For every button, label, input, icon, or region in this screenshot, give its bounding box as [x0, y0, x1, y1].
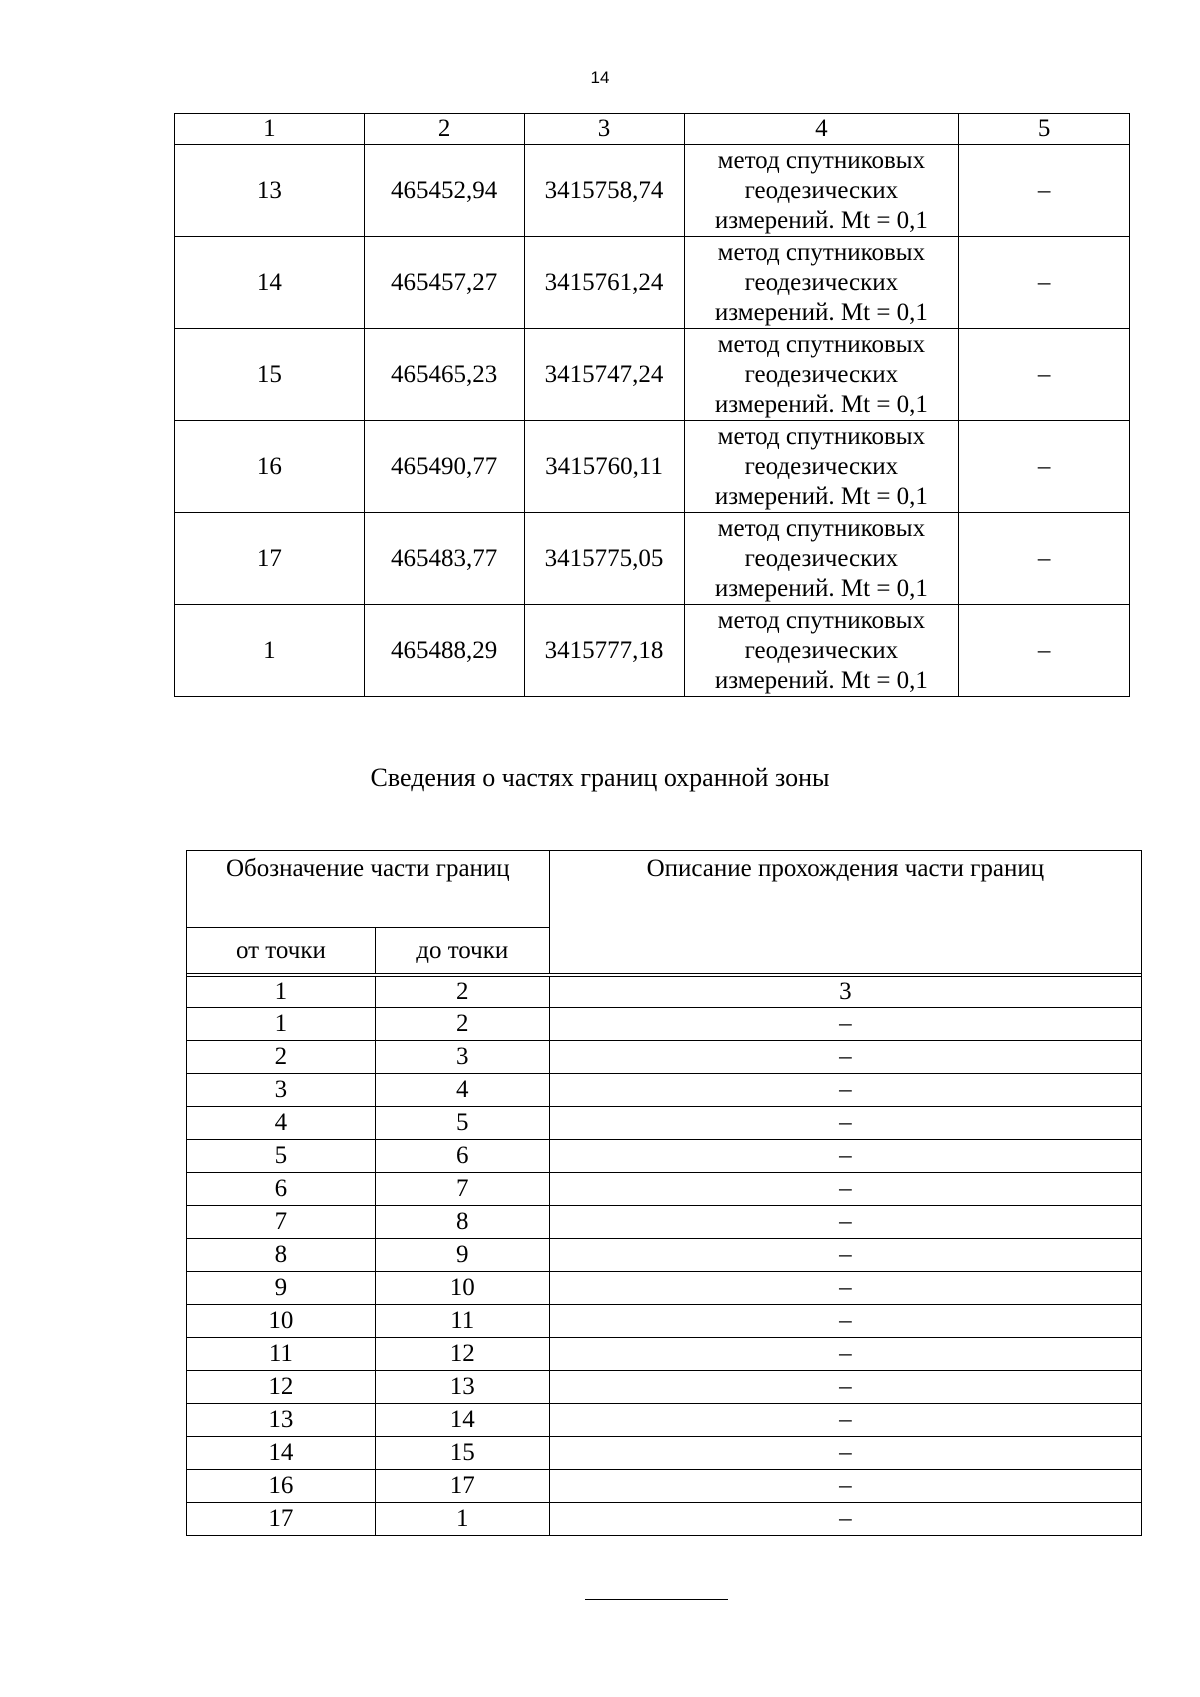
method-cell: [684, 329, 959, 421]
from-point-cell: 8: [187, 1239, 376, 1272]
description-cell: –: [549, 1404, 1141, 1437]
note-cell: –: [959, 237, 1130, 329]
method-line: измерений. Mt = 0,1: [714, 666, 928, 694]
from-point-cell: 9: [187, 1272, 376, 1305]
boundary-part-row: [187, 1437, 1142, 1470]
method-line: геодезических: [744, 544, 899, 572]
boundary-part-row: [187, 1305, 1142, 1338]
coordinate-row: [175, 513, 1130, 605]
x-coordinate-cell: 465488,29: [364, 605, 524, 697]
description-cell: –: [549, 1470, 1141, 1503]
to-point-cell: 12: [375, 1338, 549, 1371]
from-point-cell: 2: [187, 1041, 376, 1074]
y-coordinate-cell: 3415775,05: [524, 513, 684, 605]
header-row: [187, 851, 1142, 928]
section-title: Сведения о частях границ охранной зоны: [370, 763, 830, 792]
method-line: измерений. Mt = 0,1: [714, 574, 928, 602]
method-line: метод спутниковых: [717, 422, 926, 450]
from-point-cell: 1: [187, 1008, 376, 1041]
boundary-part-row: [187, 1503, 1142, 1536]
boundary-part-row: [187, 1338, 1142, 1371]
description-cell: –: [549, 1371, 1141, 1404]
coordinate-row: [175, 237, 1130, 329]
from-point-cell: 13: [187, 1404, 376, 1437]
method-line: метод спутниковых: [717, 238, 926, 266]
coordinates-table: [174, 113, 1130, 697]
from-point-cell: 11: [187, 1338, 376, 1371]
column-number: 2: [364, 114, 524, 145]
boundary-parts-table: [186, 850, 1142, 1536]
method-cell: [684, 421, 959, 513]
to-point-cell: 10: [375, 1272, 549, 1305]
from-point-cell: 16: [187, 1470, 376, 1503]
from-point-cell: 5: [187, 1140, 376, 1173]
to-point-cell: 11: [375, 1305, 549, 1338]
method-line: геодезических: [744, 176, 899, 204]
method-line: метод спутниковых: [717, 514, 926, 542]
method-cell: [684, 145, 959, 237]
to-point-cell: 3: [375, 1041, 549, 1074]
x-coordinate-cell: 465465,23: [364, 329, 524, 421]
from-point-cell: 12: [187, 1371, 376, 1404]
description-cell: –: [549, 1305, 1141, 1338]
description-cell: –: [549, 1206, 1141, 1239]
from-point-cell: 4: [187, 1107, 376, 1140]
to-point-cell: 15: [375, 1437, 549, 1470]
end-rule: [585, 1599, 728, 1600]
y-coordinate-cell: 3415760,11: [524, 421, 684, 513]
method-line: метод спутниковых: [717, 330, 926, 358]
designation-header: Обозначение части границ: [187, 851, 550, 928]
y-coordinate-cell: 3415747,24: [524, 329, 684, 421]
method-cell: [684, 237, 959, 329]
description-header: Описание прохождения части границ: [549, 851, 1141, 974]
method-line: геодезических: [744, 268, 899, 296]
boundary-part-row: [187, 1272, 1142, 1305]
to-point-cell: 14: [375, 1404, 549, 1437]
from-point-header: от точки: [187, 928, 376, 974]
x-coordinate-cell: 465483,77: [364, 513, 524, 605]
point-number-cell: 17: [175, 513, 365, 605]
coordinate-row: [175, 145, 1130, 237]
to-point-cell: 8: [375, 1206, 549, 1239]
note-cell: –: [959, 421, 1130, 513]
boundary-part-row: [187, 1008, 1142, 1041]
boundary-part-row: [187, 1140, 1142, 1173]
boundary-part-row: [187, 1371, 1142, 1404]
method-line: измерений. Mt = 0,1: [714, 390, 928, 418]
description-cell: –: [549, 1008, 1141, 1041]
method-cell: [684, 605, 959, 697]
boundary-part-row: [187, 1470, 1142, 1503]
note-cell: –: [959, 329, 1130, 421]
description-cell: –: [549, 1041, 1141, 1074]
column-number: 1: [175, 114, 365, 145]
boundary-part-row: [187, 1074, 1142, 1107]
point-number-cell: 15: [175, 329, 365, 421]
page-number: 14: [590, 68, 610, 87]
x-coordinate-cell: 465490,77: [364, 421, 524, 513]
description-cell: –: [549, 1437, 1141, 1470]
boundary-part-row: [187, 1404, 1142, 1437]
method-line: метод спутниковых: [717, 606, 926, 634]
column-number: 4: [684, 114, 959, 145]
from-point-cell: 7: [187, 1206, 376, 1239]
column-number: 1: [187, 977, 376, 1008]
boundary-part-row: [187, 1173, 1142, 1206]
from-point-cell: 14: [187, 1437, 376, 1470]
method-line: геодезических: [744, 636, 899, 664]
to-point-cell: 5: [375, 1107, 549, 1140]
point-number-cell: 16: [175, 421, 365, 513]
x-coordinate-cell: 465452,94: [364, 145, 524, 237]
coordinate-row: [175, 421, 1130, 513]
coordinate-row: [175, 329, 1130, 421]
method-line: метод спутниковых: [717, 146, 926, 174]
boundary-part-row: [187, 1239, 1142, 1272]
description-cell: –: [549, 1239, 1141, 1272]
point-number-cell: 1: [175, 605, 365, 697]
column-number: 3: [549, 977, 1141, 1008]
to-point-cell: 4: [375, 1074, 549, 1107]
from-point-cell: 6: [187, 1173, 376, 1206]
method-line: измерений. Mt = 0,1: [714, 206, 928, 234]
to-point-cell: 7: [375, 1173, 549, 1206]
x-coordinate-cell: 465457,27: [364, 237, 524, 329]
to-point-cell: 2: [375, 1008, 549, 1041]
coordinate-row: [175, 605, 1130, 697]
method-cell: [684, 513, 959, 605]
from-point-cell: 17: [187, 1503, 376, 1536]
coordinates-table-body: [175, 114, 1130, 697]
y-coordinate-cell: 3415761,24: [524, 237, 684, 329]
note-cell: –: [959, 145, 1130, 237]
description-cell: –: [549, 1338, 1141, 1371]
description-cell: –: [549, 1272, 1141, 1305]
from-point-cell: 10: [187, 1305, 376, 1338]
y-coordinate-cell: 3415758,74: [524, 145, 684, 237]
column-number: 3: [524, 114, 684, 145]
note-cell: –: [959, 513, 1130, 605]
column-number: 5: [959, 114, 1130, 145]
description-cell: –: [549, 1140, 1141, 1173]
column-number-row: [187, 977, 1142, 1008]
point-number-cell: 14: [175, 237, 365, 329]
boundary-part-row: [187, 1041, 1142, 1074]
description-cell: –: [549, 1173, 1141, 1206]
method-line: геодезических: [744, 452, 899, 480]
from-point-cell: 3: [187, 1074, 376, 1107]
description-cell: –: [549, 1074, 1141, 1107]
to-point-cell: 6: [375, 1140, 549, 1173]
description-cell: –: [549, 1503, 1141, 1536]
column-number-row: [175, 114, 1130, 145]
method-line: измерений. Mt = 0,1: [714, 298, 928, 326]
column-number: 2: [375, 977, 549, 1008]
boundary-part-row: [187, 1206, 1142, 1239]
to-point-cell: 1: [375, 1503, 549, 1536]
description-cell: –: [549, 1107, 1141, 1140]
y-coordinate-cell: 3415777,18: [524, 605, 684, 697]
note-cell: –: [959, 605, 1130, 697]
boundary-part-row: [187, 1107, 1142, 1140]
to-point-cell: 13: [375, 1371, 549, 1404]
to-point-cell: 17: [375, 1470, 549, 1503]
to-point-header: до точки: [375, 928, 549, 974]
method-line: измерений. Mt = 0,1: [714, 482, 928, 510]
boundary-parts-table-body: [187, 851, 1142, 1536]
to-point-cell: 9: [375, 1239, 549, 1272]
point-number-cell: 13: [175, 145, 365, 237]
method-line: геодезических: [744, 360, 899, 388]
